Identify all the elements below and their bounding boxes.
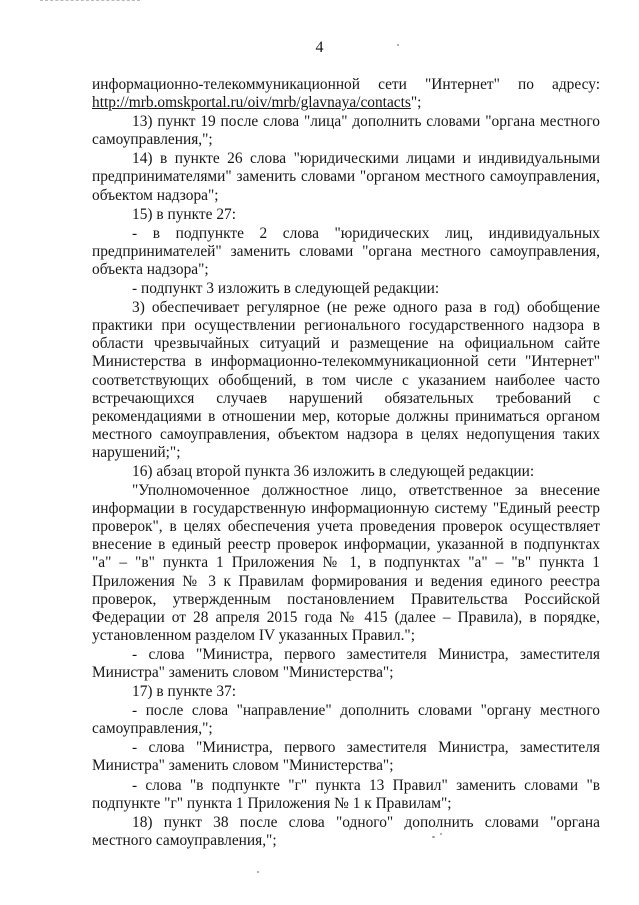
paragraph-item-17-replace-minister: - слова "Министра, первого заместителя Министра, заместителя Министра" заменить словом "Министерства"; <box>92 739 600 775</box>
paragraph-item-15: 15) в пункте 27: <box>132 205 236 223</box>
paragraph-item-13: 13) пункт 19 после слова "лица" дополнить словами "органа местного самоуправления,"; <box>92 113 600 149</box>
paragraph-text: информационно-телекоммуникационной сети "Интернет" по адресу: <box>92 76 600 93</box>
paragraph-subpoint-3-text: 3) обеспечивает регулярное (не реже одного раза в год) обобщение практики при осуществлении регионального государственного надзора в области чрезвычайных ситуаций и размещение на официальном сайте Министерства в информационно-телекоммуникационной сети "Интернет" соответствующих обобщений, в том числе с указанием наиболее часто встречающихся случаев нарушений обязательных требований с рекомендациями в отношении мер, которые должны приниматься органом местного самоуправления, объектом надзора в целях недопущения таких нарушений;"; <box>92 299 600 461</box>
paragraph-item-16-replace: - слова "Министра, первого заместителя Министра, заместителя Министра" заменить словом "Министерства"; <box>92 645 600 681</box>
page-number: 4 <box>315 39 324 56</box>
scan-speck <box>397 44 399 46</box>
paragraph-item-17-add: - после слова "направление" дополнить словами "органу местного самоуправления,"; <box>92 702 600 738</box>
paragraph-internet-address <box>92 76 600 112</box>
paragraph-item-15-subpoint-3-intro: - подпункт 3 изложить в следующей редакции: <box>132 280 440 298</box>
paragraph-item-16-quote: "Уполномоченное должностное лицо, ответственное за внесение информации в государственную информационную систему "Единый реестр проверок", в целях обеспечения учета проведения проверок осуществляет внесение в единый реестр проверок информации, указанной в подпунктах "а" – "в" пункта 1 Приложения № 1, в подпунктах "а" – "в" пункта 1 Приложения № 3 к Правилам формирования и ведения единого реестра проверок, утвержденным постановлением Правительства Российской Федерации от 28 апреля 2015 года № 415 (далее – Правила), в порядке, установленном разделом IV указанных Правил."; <box>92 482 600 644</box>
paragraph-text: "; <box>410 94 422 112</box>
contacts-link[interactable]: http://mrb.omskportal.ru/oiv/mrb/glavnaya/contacts <box>92 94 411 112</box>
scan-top-mark <box>40 0 140 3</box>
paragraph-item-17: 17) в пункте 37: <box>132 683 236 701</box>
scan-speck <box>440 833 442 835</box>
paragraph-item-14: 14) в пункте 26 слова "юридическими лицами и индивидуальными предпринимателями" заменить словами "органом местного самоуправления, объектом надзора"; <box>92 150 600 204</box>
scan-speck <box>432 836 435 838</box>
document-body <box>92 76 600 850</box>
paragraph-item-18: 18) пункт 38 после слова "одного" дополнить словами "органа местного самоуправления,"; <box>92 813 600 849</box>
scan-speck <box>257 871 259 873</box>
paragraph-item-16: 16) абзац второй пункта 36 изложить в следующей редакции: <box>132 462 535 480</box>
paragraph-item-17-replace-subpoint: - слова "в подпункте "г" пункта 13 Правил" заменить словами "в подпункте "г" пункта 1 Приложения № 1 к Правилам"; <box>92 776 600 812</box>
paragraph-item-15-subpoint-2: - в подпункте 2 слова "юридических лиц, индивидуальных предпринимателей" заменить словами "органа местного самоуправления, объекта надзора"; <box>92 224 600 278</box>
